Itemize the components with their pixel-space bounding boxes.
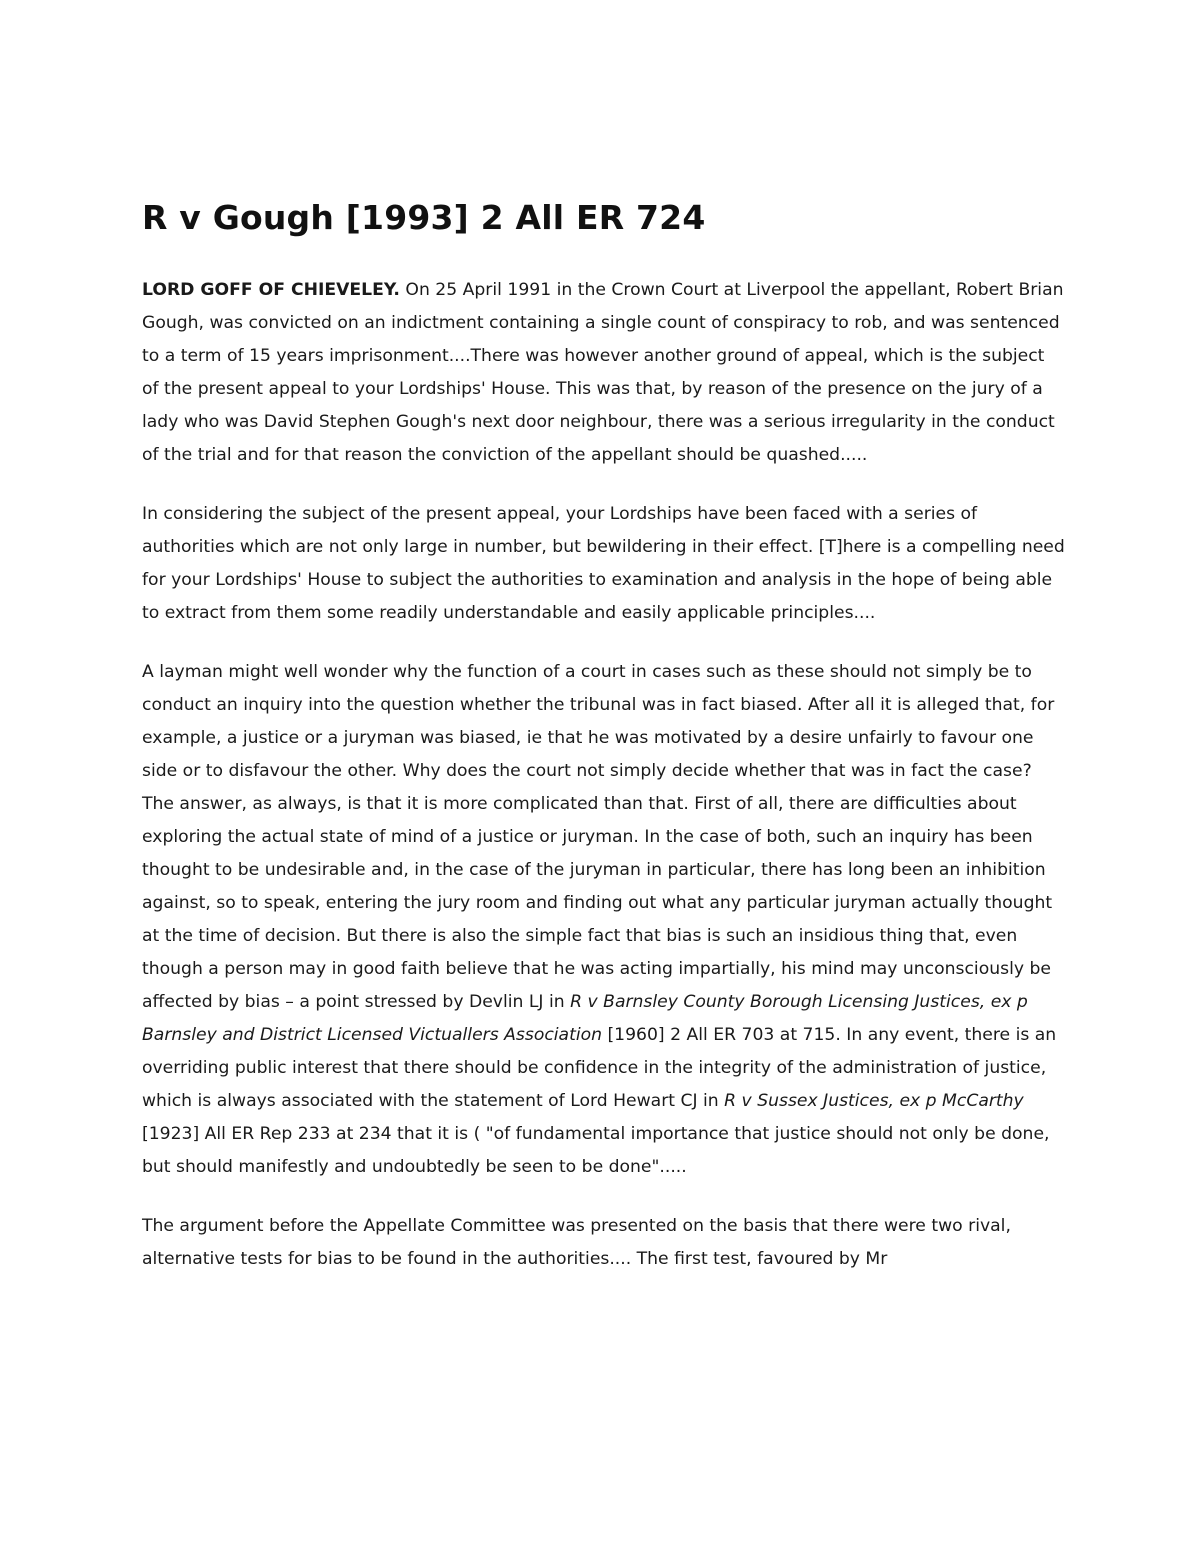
case-citation-barnsley: R v Barnsley County Borough Licensing Justices, ex p Barnsley and District Licensed Victuallers Association (142, 992, 1028, 1045)
paragraph-3-text-c: [1923] All ER Rep 233 at 234 that it is ( "of fundamental importance that justice should not only be done, but should manifestly and undoubtedly be seen to be done"..... (142, 1124, 1050, 1177)
paragraph-1 (142, 274, 1066, 472)
case-citation-sussex: R v Sussex Justices, ex p McCarthy (724, 1091, 1024, 1111)
paragraph-4: The argument before the Appellate Committee was presented on the basis that there were two rival, alternative tests for bias to be found in the authorities.... The first test, favoured by Mr (142, 1216, 1011, 1269)
paragraph-3-text-b: [1960] 2 All ER 703 at 715. In any event, there is an overriding public interest that there should be confidence in the integrity of the administration of justice, which is always associated with the statement of Lord Hewart CJ in (142, 1025, 1057, 1111)
paragraph-3 (142, 656, 1066, 1184)
paragraph-2: In considering the subject of the present appeal, your Lordships have been faced with a series of authorities which are not only large in number, but bewildering in their effect. [T]here is a compelling need for your Lordships' House to subject the authorities to examination and analysis in the hope of being able to extract from them some readily understandable and easily applicable principles.... (142, 504, 1065, 623)
paragraph-3-text-a: A layman might well wonder why the function of a court in cases such as these should not simply be to conduct an inquiry into the question whether the tribunal was in fact biased. After all it is alleged that, for example, a justice or a juryman was biased, ie that he was motivated by a desire unfairly to favour one side or to disfavour the other. Why does the court not simply decide whether that was in fact the case? The answer, as always, is that it is more complicated than that. First of all, there are difficulties about exploring the actual state of mind of a justice or juryman. In the case of both, such an inquiry has been thought to be undesirable and, in the case of the juryman in particular, there has long been an inhibition against, so to speak, entering the jury room and finding out what any particular juryman actually thought at the time of decision. But there is also the simple fact that bias is such an insidious thing that, even though a person may in good faith believe that he was acting impartially, his mind may unconsciously be affected by bias – a point stressed by Devlin LJ in (142, 662, 1055, 1012)
paragraph-1-text: On 25 April 1991 in the Crown Court at Liverpool the appellant, Robert Brian Gough, was convicted on an indictment containing a single count of conspiracy to rob, and was sentenced to a term of 15 years imprisonment....There was however another ground of appeal, which is the subject of the present appeal to your Lordships' House. This was that, by reason of the presence on the jury of a lady who was David Stephen Gough's next door neighbour, there was a serious irregularity in the conduct of the trial and for that reason the conviction of the appellant should be quashed..... (142, 280, 1064, 465)
document-page (142, 198, 1066, 1302)
speaker-name: LORD GOFF OF CHIEVELEY. (142, 280, 400, 300)
document-title: R v Gough [1993] 2 All ER 724 (142, 198, 706, 237)
